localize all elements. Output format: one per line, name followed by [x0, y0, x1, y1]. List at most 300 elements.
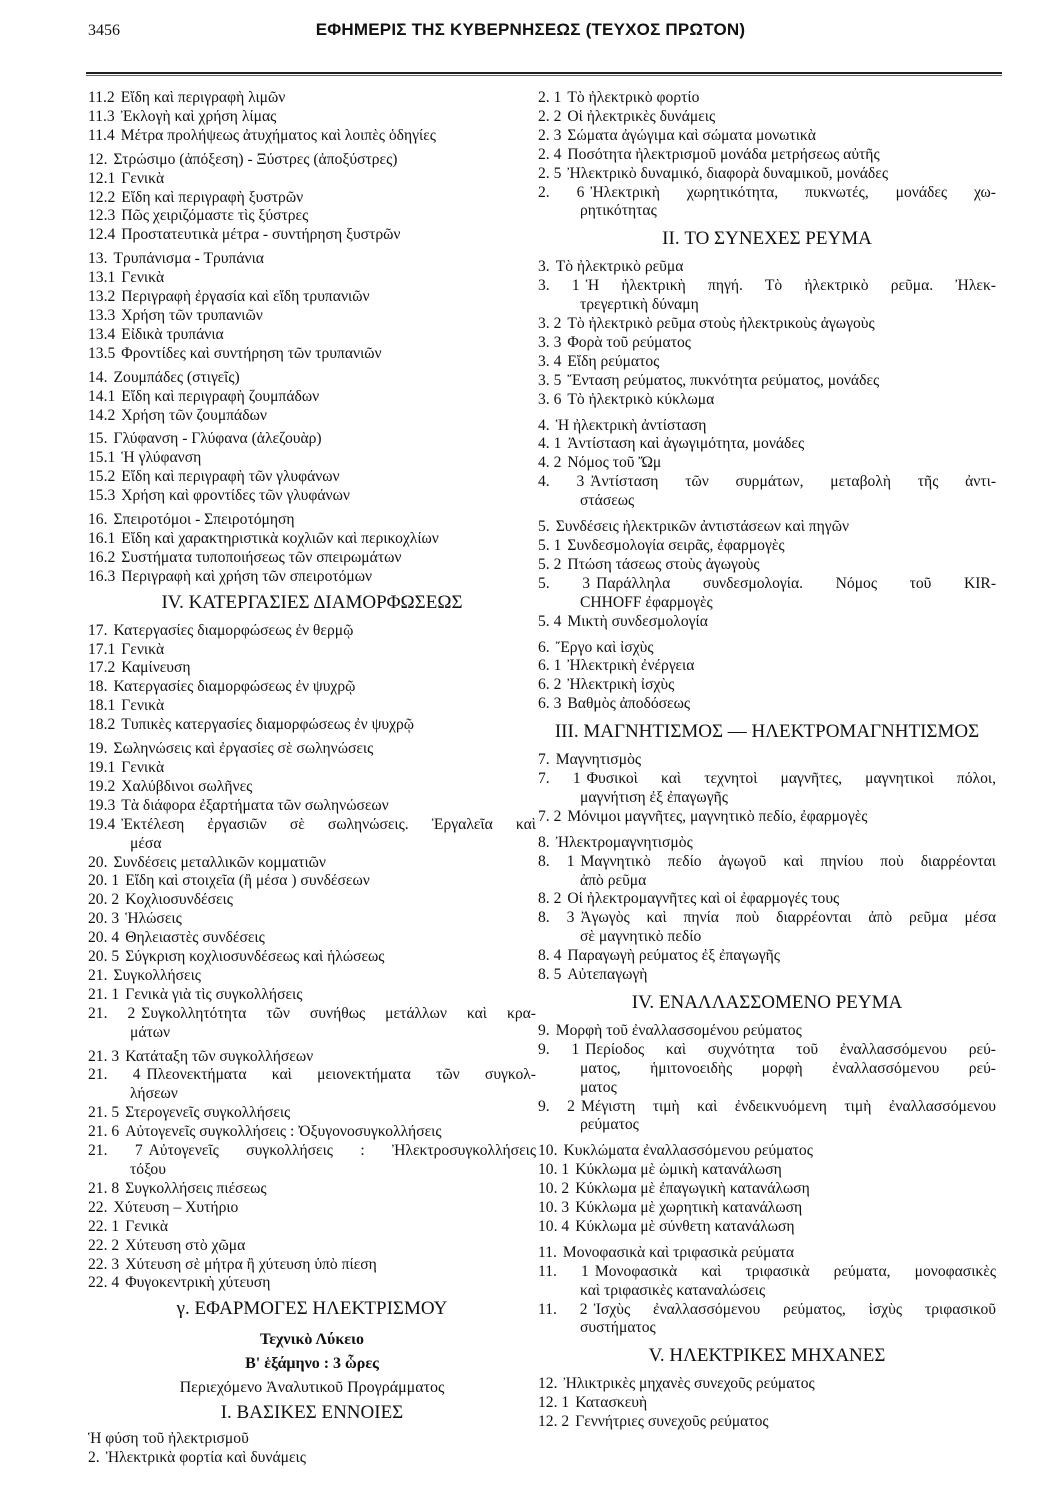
item-text-continuation: μαγνήτιση ἐξ ἐπαγωγῆς	[580, 788, 728, 806]
item-text: Ἠλεκτρικὴ ἰσχὺς	[567, 676, 675, 694]
item-number: 5. 3	[538, 574, 591, 592]
syllabus-item	[538, 258, 996, 277]
syllabus-group	[538, 518, 996, 631]
item-number: 17.	[88, 621, 108, 639]
syllabus-item	[88, 697, 536, 716]
syllabus-item	[538, 89, 996, 108]
item-text: Τὰ διάφορα ἐξαρτήματα τῶν σωληνώσεων	[121, 796, 389, 814]
syllabus-item	[538, 1161, 996, 1180]
syllabus-item	[538, 165, 996, 184]
section-heading: I. ΒΑΣΙΚΕΣ ΕΝΝΟΙΕΣ	[220, 1402, 404, 1424]
item-text: Ἠλεκτρικὰ φορτία καὶ δυνάμεις	[105, 1449, 306, 1467]
syllabus-item	[88, 288, 536, 307]
item-number: 21.	[88, 966, 108, 984]
item-text: Μορφὴ τοῦ ἐναλλασσομένου ρεύματος	[555, 1021, 802, 1039]
item-text: Ἠλεκτρικὴ χωρητικότητα, πυκνωτές, μονάδες χω-	[590, 183, 996, 201]
item-text: Γενικὰ γιὰ τὶς συγκολλήσεις	[125, 985, 303, 1003]
item-number: 20. 1	[88, 872, 120, 890]
item-number: 20.	[88, 853, 108, 871]
section-heading: Περιεχόμενο Ἀναλυτικοῦ Προγράμματος	[179, 1379, 445, 1397]
syllabus-item	[88, 307, 536, 326]
item-text: Φροντίδες καὶ συντήρηση τῶν τρυπανιῶν	[121, 344, 382, 362]
section-heading: V. ΗΛΕΚΤΡΙΚΕΣ ΜΗΧΑΝΕΣ	[648, 1345, 886, 1367]
item-text-continuation: ματος	[580, 1078, 617, 1096]
syllabus-group	[88, 250, 536, 363]
item-text: Ἠλεκτρομαγνητισμὸς	[555, 833, 693, 851]
item-text-continuation: σὲ μαγνητικὸ πεδίο	[580, 928, 702, 946]
syllabus-group	[538, 1022, 996, 1135]
item-text: Χύτευση στὸ χῶμα	[125, 1236, 246, 1254]
item-text: Ζουμπάδες (στιγεῖς)	[113, 368, 240, 386]
item-number: 14.1	[88, 387, 116, 405]
item-text: Συστήματα τυποποιήσεως τῶν σπειρωμάτων	[121, 548, 402, 566]
item-text: Χύτευση σὲ μήτρα ἢ χύτευση ὑπὸ πίεση	[125, 1255, 377, 1273]
item-number: 2. 3	[538, 126, 562, 144]
item-text: Συνδέσεις ἠλεκτρικῶν ἀντιστάσεων καὶ πηγῶν	[555, 518, 850, 536]
item-text-continuation: ματος, ἡμιτονοειδὴς μορφὴ ἐναλλασσόμενου ρεύ-	[580, 1059, 996, 1077]
item-text: Καμίνευση	[121, 659, 191, 677]
item-number: 12.3	[88, 207, 116, 225]
syllabus-item	[88, 1199, 536, 1218]
syllabus-item	[88, 127, 536, 146]
item-number: 16.2	[88, 548, 116, 566]
item-number: 2.	[88, 1449, 100, 1467]
item-text: Προστατευτικὰ μέτρα - συντήρηση ξυστρῶν	[121, 226, 401, 244]
syllabus-item	[88, 759, 536, 778]
item-text: Περίοδος καὶ συχνότητα τοῦ ἐναλλασσόμενου ρεύ-	[585, 1040, 996, 1058]
item-number: 21. 8	[88, 1179, 120, 1197]
item-number: 13.2	[88, 288, 116, 306]
item-text: Παράλληλα συνδεσμολογία. Νόμος τοῦ KIR-	[596, 574, 996, 592]
item-number: 7.	[538, 751, 550, 769]
syllabus-item	[538, 695, 996, 714]
item-text: Σπειροτόμοι - Σπειροτόμηση	[113, 511, 295, 529]
item-text: Κύκλωμα μὲ ὠμικὴ κατανάλωση	[575, 1161, 782, 1179]
syllabus-item	[538, 184, 996, 222]
item-text: Ἐκλογὴ καὶ χρήση λίμας	[120, 107, 277, 125]
item-text: Οἱ ἠλεκτρικὲς δυνάμεις	[567, 107, 716, 125]
item-text: Ἀντίσταση τῶν συρμάτων, μεταβολὴ τῆς ἀντι-	[590, 473, 996, 491]
syllabus-item	[88, 797, 536, 816]
item-text: Χρήση τῶν τρυπανιῶν	[121, 306, 263, 324]
item-number: 8. 3	[538, 909, 575, 927]
item-number: 10. 4	[538, 1217, 570, 1235]
item-number: 5. 2	[538, 555, 562, 573]
syllabus-item	[88, 449, 536, 468]
syllabus-item	[88, 1430, 536, 1449]
item-number: 3.	[538, 258, 550, 276]
item-number: 22. 2	[88, 1236, 120, 1254]
syllabus-item	[88, 910, 536, 929]
syllabus-item	[538, 853, 996, 891]
item-number: 6. 3	[538, 695, 562, 713]
section-heading: Τεχνικὸ Λύκειο	[259, 1331, 364, 1349]
item-number: 13.1	[88, 269, 116, 287]
item-text: Σώματα ἀγώγιμα καὶ σώματα μονωτικὰ	[567, 126, 816, 144]
item-text: Χύτευση – Χυτήριο	[113, 1198, 239, 1216]
item-number: 4. 3	[538, 473, 585, 491]
item-number: 21. 5	[88, 1104, 120, 1122]
section-heading: IV. ΚΑΤΕΡΓΑΣΙΕΣ ΔΙΑΜΟΡΦΩΣΕΩΣ	[161, 591, 463, 613]
syllabus-group	[538, 834, 996, 985]
item-text: Συγκολλήσεις πιέσεως	[125, 1179, 267, 1197]
item-text: Περιγραφὴ καὶ χρήση τῶν σπειροτόμων	[121, 567, 373, 585]
item-text: Μαγνητισμὸς	[555, 751, 642, 769]
item-number: 12. 2	[538, 1413, 570, 1431]
syllabus-item	[88, 1449, 536, 1468]
header-rule	[86, 72, 1002, 76]
syllabus-item	[88, 207, 536, 226]
item-text: Εἴδη καὶ χαρακτηριστικὰ κοχλιῶν καὶ περικοχλίων	[121, 529, 439, 547]
syllabus-item	[88, 986, 536, 1005]
item-text-continuation: στάσεως	[580, 492, 635, 510]
item-number: 12.	[88, 150, 108, 168]
item-text: Κατασκευὴ	[575, 1394, 648, 1412]
item-number: 22.	[88, 1198, 108, 1216]
item-text: Νόμος τοῦ Ὤμ	[567, 454, 662, 472]
item-text: Γενικὰ	[121, 169, 165, 187]
item-text: Σωληνώσεις καὶ ἐργασίες σὲ σωληνώσεις	[113, 740, 374, 758]
syllabus-item	[538, 353, 996, 372]
item-number: 19.2	[88, 777, 116, 795]
syllabus-item	[88, 659, 536, 678]
item-text: Μαγνητικὸ πεδίο ἀγωγοῦ καὶ πηνίου ποὺ διαρρέονται	[580, 852, 996, 870]
syllabus-item	[538, 1394, 996, 1413]
item-text: Πτώση τάσεως στοὺς ἀγωγοὺς	[567, 555, 760, 573]
item-text: Οἱ ἠλεκτρομαγνῆτες καὶ οἱ ἐφαρμογές τους	[567, 890, 840, 908]
syllabus-group	[538, 1244, 996, 1339]
syllabus-group	[88, 511, 536, 587]
syllabus-group	[88, 369, 536, 426]
item-text: Γενικὰ	[121, 640, 165, 658]
syllabus-item	[88, 1005, 536, 1043]
syllabus-item	[538, 808, 996, 827]
item-text: Ἡ φύση τοῦ ἠλεκτρισμοῦ	[88, 1430, 249, 1448]
item-text: Στερογενεῖς συγκολλήσεις	[125, 1104, 291, 1122]
item-text: Κύκλωμα μὲ χωρητικὴ κατανάλωση	[575, 1199, 803, 1217]
syllabus-item	[88, 1142, 536, 1180]
syllabus-item	[538, 1142, 996, 1161]
item-number: 9. 2	[538, 1097, 575, 1115]
item-number: 6.	[538, 638, 550, 656]
syllabus-item	[538, 1244, 996, 1263]
syllabus-item	[88, 1104, 536, 1123]
syllabus-item	[538, 108, 996, 127]
item-text: Μονοφασικὰ καὶ τριφασικὰ ρεύματα, μονοφασικὲς	[594, 1262, 996, 1280]
item-number: 20. 5	[88, 948, 120, 966]
item-number: 11. 1	[538, 1262, 589, 1280]
syllabus-item	[88, 189, 536, 208]
syllabus-item	[88, 487, 536, 506]
item-text: Γενικὰ	[121, 269, 165, 287]
item-text: Εἴδη καὶ περιγραφὴ τῶν γλυφάνων	[121, 468, 340, 486]
item-text: Ἠλικτρικὲς μηχανὲς συνεχοῦς ρεύματος	[563, 1375, 815, 1393]
item-number: 3. 6	[538, 390, 562, 408]
item-number: 12.4	[88, 226, 116, 244]
item-number: 13.5	[88, 344, 116, 362]
item-text: Κύκλωμα μὲ σύνθετη κατανάλωση	[575, 1217, 795, 1235]
item-text: Εἰδικὰ τρυπάνια	[121, 325, 224, 343]
syllabus-item	[538, 146, 996, 165]
syllabus-item	[538, 391, 996, 410]
syllabus-item	[88, 1274, 536, 1293]
item-number: 16.3	[88, 567, 116, 585]
syllabus-item	[538, 890, 996, 909]
syllabus-item	[88, 967, 536, 986]
syllabus-item	[538, 1375, 996, 1394]
item-text: Τυπικὲς κατεργασίες διαμορφώσεως ἐν ψυχρῷ	[121, 716, 415, 734]
item-text: Σύγκριση κοχλιοσυνδέσεως καὶ ἡλώσεως	[125, 948, 385, 966]
syllabus-item	[88, 740, 536, 759]
item-number: 10. 3	[538, 1199, 570, 1217]
item-number: 9.	[538, 1021, 550, 1039]
item-number: 13.4	[88, 325, 116, 343]
syllabus-item	[88, 250, 536, 269]
syllabus-item	[88, 269, 536, 288]
syllabus-item	[538, 315, 996, 334]
syllabus-item	[538, 1098, 996, 1136]
item-number: 19.3	[88, 796, 116, 814]
syllabus-item	[538, 556, 996, 575]
item-number: 21. 1	[88, 985, 120, 1003]
running-header-title: ΕΦΗΜΕΡΙΣ ΤΗΣ ΚΥΒΕΡΝΗΣΕΩΣ (ΤΕΥΧΟΣ ΠΡΩΤΟΝ)	[315, 20, 746, 39]
syllabus-group	[538, 1375, 996, 1432]
item-text: Κατεργασίες διαμορφώσεως ἐν θερμῷ	[113, 621, 354, 639]
item-number: 12. 1	[538, 1394, 570, 1412]
item-number: 13.	[88, 250, 108, 268]
syllabus-item	[88, 1256, 536, 1275]
item-number: 8. 2	[538, 890, 562, 908]
item-number: 18.2	[88, 716, 116, 734]
item-number: 10.	[538, 1142, 558, 1160]
item-text: Γλύφανση - Γλύφανα (ἀλεζουὰρ)	[113, 430, 322, 448]
item-text: Ἡ ἠλεκτρικὴ ἀντίσταση	[555, 416, 707, 434]
syllabus-item	[88, 641, 536, 660]
syllabus-item	[538, 639, 996, 658]
section-heading: IV. ΕΝΑΛΛΑΣΣΟΜΕΝΟ ΡΕΥΜΑ	[631, 991, 903, 1013]
item-number: 11. 2	[538, 1300, 588, 1318]
item-text: Φυγοκεντρικὴ χύτευση	[125, 1274, 271, 1292]
section-heading: III. ΜΑΓΝΗΤΙΣΜΟΣ — ΗΛΕΚΤΡΟΜΑΓΝΗΤΙΣΜΟΣ	[554, 721, 980, 743]
syllabus-item	[88, 1237, 536, 1256]
item-text: Γενικὰ	[125, 1217, 169, 1235]
item-text: Εἴδη καὶ περιγραφὴ ζουμπάδων	[121, 387, 320, 405]
item-number: 2. 1	[538, 89, 562, 106]
item-text: Ἡ γλύφανση	[121, 449, 202, 467]
item-text: Συγκολλήσεις	[113, 966, 201, 984]
item-text-continuation: λήσεων	[130, 1085, 178, 1103]
item-number: 4. 2	[538, 454, 562, 472]
item-number: 21. 6	[88, 1123, 120, 1141]
item-text-continuation: τόξου	[130, 1160, 166, 1178]
item-number: 4.	[538, 416, 550, 434]
item-text: Εἴδη καὶ περιγραφὴ λιμῶν	[120, 89, 286, 106]
item-number: 15.1	[88, 449, 116, 467]
item-text: Τὸ ἠλεκτρικὸ ρεῦμα στοὺς ἠλεκτρικοὺς ἀγωγοὺς	[567, 315, 875, 333]
item-number: 13.3	[88, 306, 116, 324]
item-number: 19.4	[88, 815, 116, 833]
item-text: Βαθμὸς ἀποδόσεως	[567, 695, 691, 713]
syllabus-item	[88, 622, 536, 641]
item-text: Ποσότητα ἠλεκτρισμοῦ μονάδα μετρήσεως αὐτῆς	[567, 145, 880, 163]
syllabus-item	[88, 345, 536, 364]
syllabus-item	[538, 277, 996, 315]
syllabus-item	[538, 834, 996, 853]
item-text-continuation: συστήματος	[580, 1319, 656, 1337]
syllabus-item	[88, 369, 536, 388]
item-text: Γεννήτριες συνεχοῦς ρεύματος	[575, 1413, 769, 1431]
syllabus-item	[538, 1301, 996, 1339]
syllabus-item	[538, 334, 996, 353]
syllabus-item	[88, 407, 536, 426]
item-text: Ἐκτέλεση ἐργασιῶν σὲ σωληνώσεις. Ἐργαλεῖα καὶ	[121, 815, 536, 833]
item-number: 21. 7	[88, 1142, 143, 1160]
syllabus-item	[88, 1180, 536, 1199]
syllabus-item	[88, 468, 536, 487]
syllabus-item	[538, 1199, 996, 1218]
syllabus-item	[538, 1022, 996, 1041]
syllabus-item	[538, 372, 996, 391]
item-number: 6. 2	[538, 676, 562, 694]
syllabus-item	[88, 511, 536, 530]
syllabus-item	[88, 816, 536, 854]
syllabus-item	[88, 1048, 536, 1067]
syllabus-item	[538, 537, 996, 556]
item-text: Χαλύβδινοι σωλῆνες	[121, 777, 253, 795]
syllabus-item	[88, 678, 536, 697]
syllabus-item	[88, 1066, 536, 1104]
syllabus-item	[538, 518, 996, 537]
item-text: Τὸ ἠλεκτρικὸ φορτίο	[567, 89, 700, 106]
item-number: 3. 4	[538, 352, 562, 370]
item-number: 16.	[88, 511, 108, 529]
syllabus-item	[538, 751, 996, 770]
item-text: Στρώσιμο (ἀπόξεση) - Ξύστρες (ἀποξύστρες)	[113, 150, 398, 168]
item-number: 19.1	[88, 759, 116, 776]
syllabus-item	[88, 170, 536, 189]
right-column	[538, 89, 996, 1439]
syllabus-item	[538, 1263, 996, 1301]
syllabus-group	[538, 258, 996, 409]
item-text: Κατεργασίες διαμορφώσεως ἐν ψυχρῷ	[113, 678, 356, 696]
item-number: 12.	[538, 1375, 558, 1393]
syllabus-item	[88, 929, 536, 948]
syllabus-item	[88, 226, 536, 245]
item-number: 11.3	[88, 107, 115, 125]
item-number: 21. 4	[88, 1066, 141, 1084]
item-text: Πῶς χειριζόμαστε τὶς ξύστρες	[121, 207, 309, 225]
item-text: Μονοφασικὰ καὶ τριφασικὰ ρεύματα	[562, 1243, 795, 1261]
item-text: Χρήση τῶν ζουμπάδων	[121, 406, 267, 424]
item-text: Ἠλεκτρικὸ δυναμικό, διαφορὰ δυναμικοῦ, μονάδες	[567, 164, 888, 182]
item-number: 12.2	[88, 188, 116, 206]
item-text: Φορὰ τοῦ ρεύματος	[567, 333, 691, 351]
item-number: 15.3	[88, 487, 116, 505]
item-number: 5. 4	[538, 612, 562, 630]
item-text: Ἀγωγὸς καὶ πηνία ποὺ διαρρέονται ἀπὸ ρεῦμα μέσα	[580, 909, 996, 927]
item-text: Μέγιστη τιμὴ καὶ ἐνδεικνυόμενη τιμὴ ἐναλλασσόμενου	[580, 1097, 996, 1115]
item-text-continuation: μάτων	[130, 1023, 171, 1041]
section-heading: II. ΤΟ ΣΥΝΕΧΕΣ ΡΕΥΜΑ	[662, 228, 872, 250]
item-text-continuation: ρεύματος	[580, 1116, 639, 1134]
syllabus-group	[88, 89, 536, 146]
item-number: 20. 3	[88, 910, 120, 928]
item-number: 21. 2	[88, 1004, 136, 1022]
item-number: 20. 4	[88, 929, 120, 947]
item-text: Εἴδη ρεύματος	[567, 352, 660, 370]
syllabus-item	[88, 872, 536, 891]
item-number: 4. 1	[538, 435, 562, 453]
item-number: 8. 5	[538, 966, 562, 984]
item-text: Τὸ ἠλεκτρικὸ κύκλωμα	[567, 390, 715, 408]
syllabus-item	[538, 966, 996, 985]
item-number: 3. 3	[538, 333, 562, 351]
syllabus-item	[538, 417, 996, 436]
syllabus-group	[88, 622, 536, 735]
item-number: 2. 6	[538, 183, 585, 201]
syllabus-item	[538, 127, 996, 146]
syllabus-item	[88, 1123, 536, 1142]
item-number: 11.	[538, 1243, 557, 1261]
item-number: 3. 1	[538, 277, 580, 295]
syllabus-item	[538, 1218, 996, 1237]
item-text: Παραγωγὴ ρεύματος ἐξ ἐπαγωγῆς	[567, 947, 780, 965]
item-text: Αὐτεπαγωγὴ	[567, 966, 648, 984]
item-text: Ἠλεκτρικὴ ἐνέργεια	[567, 657, 695, 675]
item-number: 17.1	[88, 640, 116, 658]
syllabus-item	[538, 909, 996, 947]
item-text: Αὐτογενεῖς συγκολλήσεις : Ἠλεκτροσυγκολλήσεις	[148, 1142, 536, 1160]
item-number: 10. 1	[538, 1161, 570, 1179]
item-text-continuation: ἀπὸ ρεῦμα	[580, 871, 647, 889]
item-text-continuation: μέσα	[130, 834, 162, 852]
item-text: Ἡ ἠλεκτρικὴ πηγή. Τὸ ἠλεκτρικὸ ρεῦμα. Ἠλεκ-	[585, 277, 996, 295]
syllabus-group	[538, 89, 996, 221]
syllabus-group	[88, 1430, 536, 1468]
item-text: Ἡλώσεις	[125, 910, 182, 928]
item-number: 22. 1	[88, 1217, 120, 1235]
syllabus-item	[538, 454, 996, 473]
item-text: Κύκλωμα μὲ ἐπαγωγικὴ κατανάλωση	[575, 1180, 810, 1198]
syllabus-group	[88, 430, 536, 506]
syllabus-item	[538, 947, 996, 966]
item-text: Συνδέσεις μεταλλικῶν κομματιῶν	[113, 853, 326, 871]
item-number: 5. 1	[538, 536, 562, 554]
syllabus-item	[88, 778, 536, 797]
syllabus-item	[88, 854, 536, 873]
left-column	[88, 89, 536, 1473]
syllabus-item	[88, 568, 536, 587]
item-number: 7. 1	[538, 770, 581, 788]
syllabus-group	[538, 639, 996, 715]
item-number: 10. 2	[538, 1180, 570, 1198]
item-text: Ἰσχὺς ἐναλλασσόμενου ρεύματος, ἰσχὺς τριφασικοῦ	[593, 1300, 996, 1318]
section-heading: Β' ἑξάμηνο : 3 ὧρες	[245, 1355, 379, 1373]
item-number: 21. 3	[88, 1047, 120, 1065]
syllabus-item	[88, 430, 536, 449]
item-number: 2. 4	[538, 145, 562, 163]
syllabus-group	[538, 1142, 996, 1237]
item-text: Γενικὰ	[121, 759, 165, 776]
item-text: Συνδεσμολογία σειρᾶς, ἐφαρμογὲς	[567, 536, 785, 554]
item-text: Ἔνταση ρεύματος, πυκνότητα ρεύματος, μονάδες	[567, 371, 880, 389]
item-number: 3. 5	[538, 371, 562, 389]
item-text: Μόνιμοι μαγνῆτες, μαγνητικὸ πεδίο, ἐφαρμογὲς	[567, 807, 868, 825]
item-number: 2. 5	[538, 164, 562, 182]
item-number: 6. 1	[538, 657, 562, 675]
item-text: Φυσικοὶ καὶ τεχνητοὶ μαγνῆτες, μαγνητικοὶ πόλοι,	[586, 770, 996, 788]
item-text-continuation: ρητικότητας	[580, 202, 657, 220]
